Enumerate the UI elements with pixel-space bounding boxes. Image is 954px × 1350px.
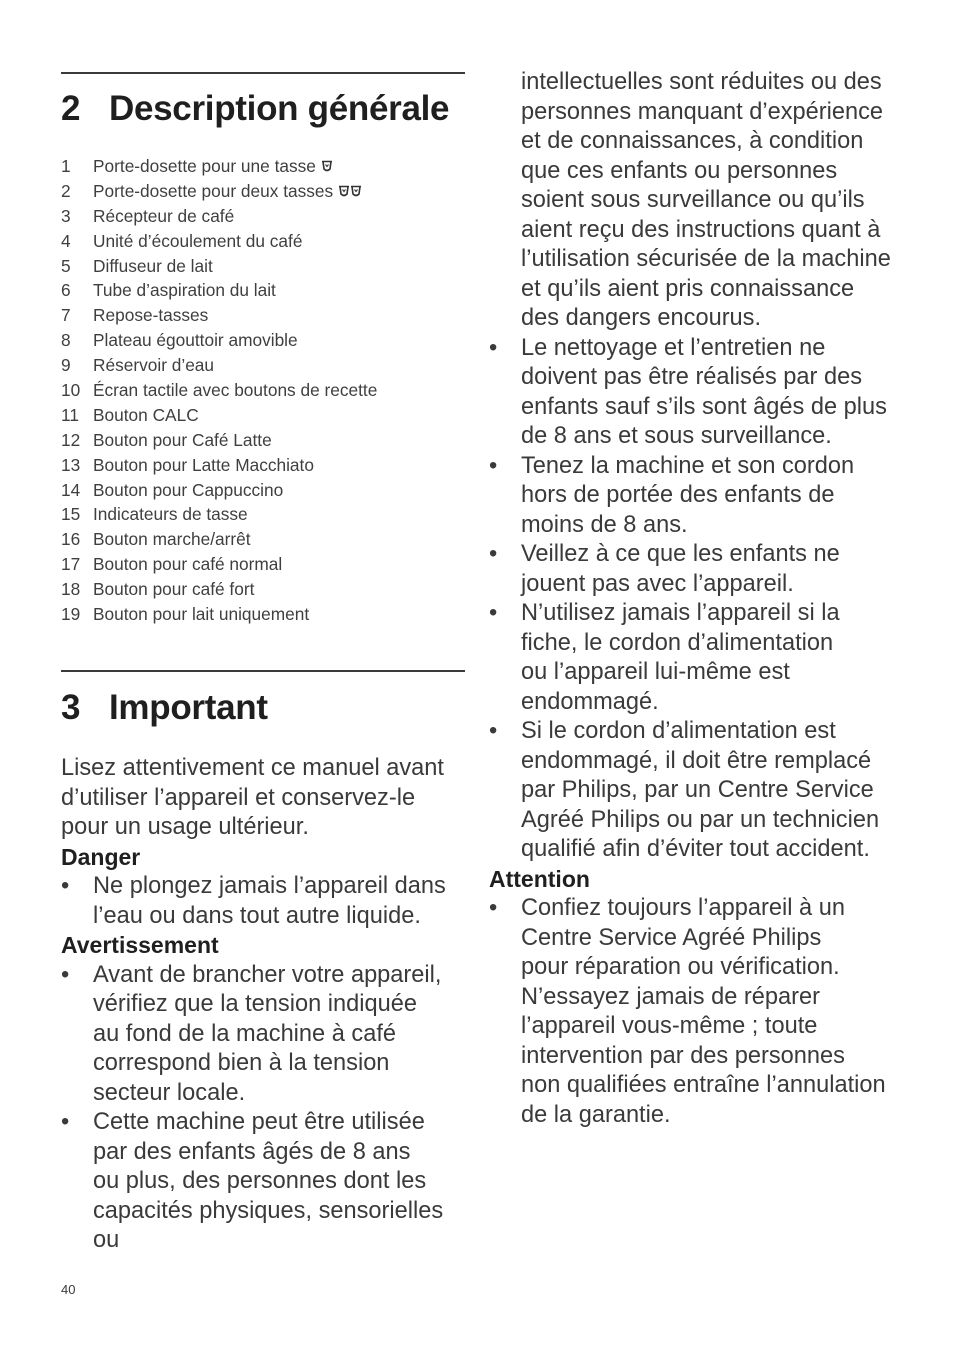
item-number: 11 — [61, 404, 79, 425]
caution-label: Attention — [489, 865, 590, 892]
bullet-line: Cette machine peut être utilisée — [93, 1109, 425, 1135]
bullet-line: l’eau ou dans tout autre liquide. — [93, 902, 421, 929]
bullet-item — [489, 452, 899, 541]
warning-label: Avertissement — [61, 932, 219, 958]
parts-list-item — [61, 278, 377, 303]
item-number: 5 — [61, 255, 71, 276]
bullet-continuation — [489, 68, 899, 334]
item-text: Réservoir d’eau — [93, 355, 215, 376]
item-number: 18 — [61, 579, 81, 600]
bullet-item — [489, 334, 899, 452]
bullet-line: par des enfants âgés de 8 ans — [93, 1138, 411, 1165]
section-rule — [61, 72, 465, 74]
parts-list-item — [61, 328, 377, 353]
parts-list-item — [61, 428, 377, 453]
item-text: Diffuseur de lait — [93, 255, 213, 276]
item-text: Tube d’aspiration du lait — [93, 280, 276, 301]
parts-list-item — [61, 403, 377, 428]
intro-paragraph — [61, 754, 465, 843]
bullet-line: correspond bien à la tension — [93, 1050, 390, 1076]
item-number: 4 — [61, 230, 71, 251]
item-number: 13 — [61, 454, 81, 475]
section-3-heading — [61, 688, 268, 728]
item-text: Écran tactile avec boutons de recette — [93, 380, 378, 401]
bullet-line: Veillez à ce que les enfants ne — [521, 541, 840, 567]
bullet-line: fiche, le cordon d’alimentation — [521, 629, 834, 656]
bullet-line: Si le cordon d’alimentation est — [521, 718, 836, 744]
caution-list — [489, 894, 899, 1130]
bullet-line: ou plus, des personnes dont les — [93, 1168, 427, 1194]
bullet-line: jouent pas avec l’appareil. — [521, 570, 794, 597]
bullet-line: vérifiez que la tension indiquée — [93, 991, 417, 1017]
bullet-item — [61, 1108, 465, 1256]
section-number: 3 — [61, 688, 81, 727]
item-text: Bouton marche/arrêt — [93, 529, 251, 550]
item-number: 14 — [61, 479, 81, 500]
bullet-line: N’utilisez jamais l’appareil si la — [521, 600, 840, 626]
item-text: Unité d’écoulement du café — [93, 230, 303, 251]
parts-list-item — [61, 353, 377, 378]
item-number: 10 — [61, 380, 81, 401]
section-rule — [61, 670, 465, 672]
item-text: Récepteur de café — [93, 205, 235, 226]
bullet-line: doivent pas être réalisés par des — [521, 364, 862, 390]
item-text: Bouton pour café normal — [93, 554, 283, 575]
bullet-line: ou l’appareil lui-même est — [521, 659, 790, 685]
item-number: 8 — [61, 330, 71, 351]
parts-list-item — [61, 378, 377, 403]
item-text: Repose-tasses — [93, 305, 209, 326]
bullet-item — [489, 894, 899, 1130]
bullet-line: et qu’ils aient pris connaissance — [521, 275, 855, 302]
bullet-line: endommagé, il doit être remplacé — [521, 747, 872, 774]
parts-list-item — [61, 303, 377, 328]
bullet-line: l’appareil vous-même ; toute — [521, 1013, 818, 1039]
item-number: 19 — [61, 604, 81, 625]
bullet-line: personnes manquant d’expérience — [521, 98, 884, 125]
item-number: 3 — [61, 205, 71, 226]
intro-line: Lisez attentivement ce manuel avant — [61, 755, 444, 781]
bullet-marker: • — [61, 961, 70, 988]
parts-list-item — [61, 577, 377, 602]
parts-list-item — [61, 254, 377, 279]
bullet-item — [61, 961, 465, 1109]
item-text: Bouton pour Cappuccino — [93, 479, 284, 500]
item-text: Indicateurs de tasse — [93, 504, 248, 525]
bullet-marker: • — [489, 895, 498, 921]
warning-list — [489, 334, 899, 865]
parts-list-item — [61, 502, 377, 527]
item-text: Bouton pour café fort — [93, 579, 255, 600]
item-number: 16 — [61, 529, 81, 550]
parts-list-item — [61, 527, 377, 552]
two-cups-icon — [338, 180, 362, 205]
bullet-line: l’utilisation sécurisée de la machine — [521, 246, 891, 272]
item-number: 7 — [61, 305, 71, 326]
item-number: 12 — [61, 429, 81, 450]
bullet-line: de la garantie. — [521, 1101, 671, 1128]
bullet-line: que ces enfants ou personnes — [521, 157, 838, 184]
intro-line: pour un usage ultérieur. — [61, 814, 309, 840]
bullet-line: Centre Service Agréé Philips — [521, 924, 822, 951]
section-2-heading — [61, 89, 449, 129]
intro-line: d’utiliser l’appareil et conservez-le — [61, 784, 416, 811]
bullet-marker: • — [489, 452, 498, 479]
section-title: Important — [109, 688, 268, 727]
bullet-line: aient reçu des instructions quant à — [521, 216, 881, 243]
right-column — [489, 68, 899, 1130]
bullet-line: endommagé. — [521, 688, 659, 715]
bullet-line: Confiez toujours l’appareil à un — [521, 895, 845, 921]
bullet-line: Le nettoyage et l’entretien ne — [521, 334, 826, 361]
parts-list-item — [61, 154, 377, 179]
item-text: Porte-dosette pour deux tasses — [93, 180, 334, 201]
item-number: 2 — [61, 180, 71, 201]
parts-list-item — [61, 179, 377, 204]
parts-list-item — [61, 478, 377, 503]
bullet-line: Avant de brancher votre appareil, — [93, 961, 442, 988]
warning-continuation — [489, 68, 899, 334]
parts-list-item — [61, 602, 377, 627]
bullet-line: capacités physiques, sensorielles ou — [93, 1197, 444, 1253]
bullet-item — [489, 599, 899, 717]
item-text: Bouton pour lait uniquement — [93, 604, 310, 625]
item-text: Porte-dosette pour une tasse — [93, 156, 316, 176]
one-cup-icon — [321, 155, 333, 180]
bullet-line: des dangers encourus. — [521, 305, 762, 331]
item-number: 6 — [61, 280, 71, 301]
bullet-item — [489, 717, 899, 865]
page-number: 40 — [61, 1282, 76, 1297]
bullet-line: secteur locale. — [93, 1079, 246, 1106]
bullet-item — [489, 540, 899, 599]
parts-list-item — [61, 204, 377, 229]
section-number: 2 — [61, 89, 81, 128]
bullet-marker: • — [61, 1109, 70, 1135]
bullet-line: intervention par des personnes — [521, 1042, 845, 1069]
bullet-marker: • — [61, 873, 70, 899]
item-text: Bouton pour Latte Macchiato — [93, 454, 314, 475]
bullet-line: pour réparation ou vérification. — [521, 954, 840, 980]
item-text: Bouton pour Café Latte — [93, 429, 272, 450]
item-text: Plateau égouttoir amovible — [93, 330, 298, 351]
parts-list — [61, 154, 377, 627]
bullet-line: non qualifiées entraîne l’annulation — [521, 1072, 886, 1098]
danger-list — [61, 872, 465, 931]
bullet-line: enfants sauf s’ils sont âgés de plus — [521, 393, 887, 420]
bullet-marker: • — [489, 718, 498, 744]
bullet-line: moins de 8 ans. — [521, 511, 688, 538]
bullet-line: N’essayez jamais de réparer — [521, 983, 820, 1010]
bullet-line: hors de portée des enfants de — [521, 482, 835, 508]
bullet-line: Tenez la machine et son cordon — [521, 452, 855, 479]
bullet-line: intellectuelles sont réduites ou des — [521, 69, 882, 95]
bullet-line: et de connaissances, à condition — [521, 128, 864, 154]
item-number: 1 — [61, 156, 71, 176]
bullet-marker: • — [489, 334, 498, 361]
item-number: 17 — [61, 554, 81, 575]
bullet-line: soient sous surveillance ou qu’ils — [521, 187, 865, 213]
bullet-marker: • — [489, 541, 498, 567]
bullet-line: par Philips, par un Centre Service — [521, 777, 874, 803]
bullet-line: de 8 ans et sous surveillance. — [521, 423, 832, 449]
bullet-line: Ne plongez jamais l’appareil dans — [93, 873, 446, 899]
item-number: 9 — [61, 355, 71, 376]
danger-label: Danger — [61, 843, 141, 870]
item-text: Bouton CALC — [93, 404, 199, 425]
bullet-item — [61, 872, 465, 931]
parts-list-item — [61, 453, 377, 478]
section-title: Description générale — [109, 89, 450, 128]
parts-list-item — [61, 552, 377, 577]
item-number: 15 — [61, 504, 81, 525]
parts-list-item — [61, 229, 377, 254]
bullet-line: Agréé Philips ou par un technicien — [521, 806, 880, 833]
section-3-body-left — [61, 754, 465, 1256]
bullet-marker: • — [489, 600, 498, 626]
warning-list — [61, 961, 465, 1256]
bullet-line: qualifié afin d’éviter tout accident. — [521, 836, 870, 862]
bullet-line: au fond de la machine à café — [93, 1020, 396, 1047]
